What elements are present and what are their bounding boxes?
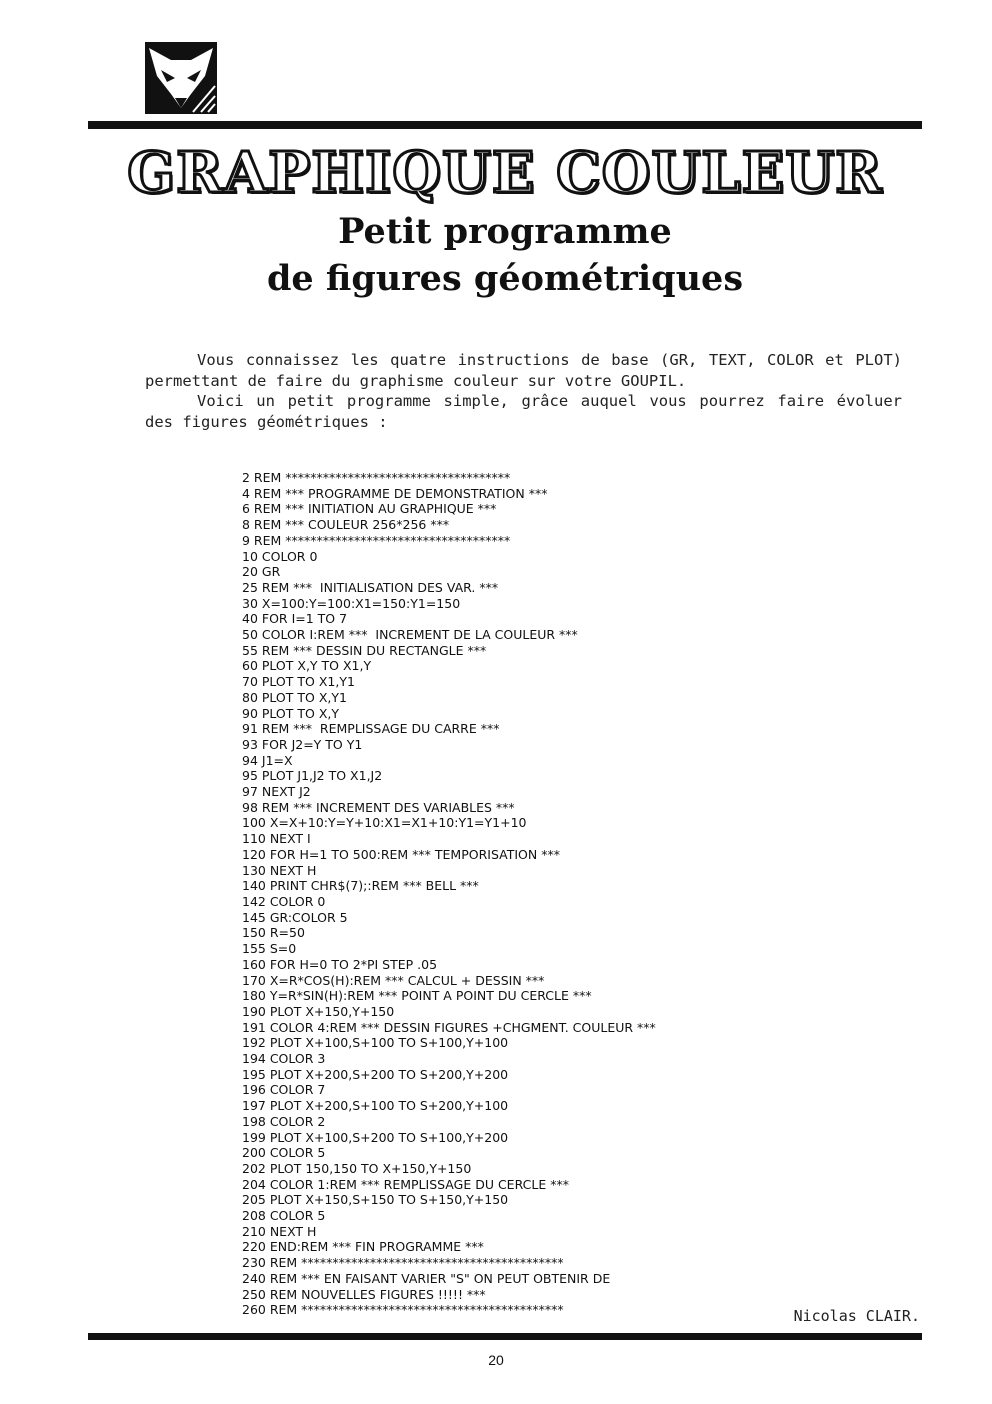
code-line: 190 PLOT X+150,Y+150 — [242, 1003, 395, 1019]
code-line: 170 X=R*COS(H):REM *** CALCUL + DESSIN *** — [242, 972, 545, 988]
code-line: 20 GR — [242, 564, 281, 580]
code-line: 155 S=0 — [242, 941, 297, 957]
code-line: 145 GR:COLOR 5 — [242, 909, 348, 925]
code-line: 97 NEXT J2 — [242, 784, 311, 800]
code-line: 55 REM *** DESSIN DU RECTANGLE *** — [242, 642, 487, 658]
code-line: 100 X=X+10:Y=Y+10:X1=X1+10:Y1=Y1+10 — [242, 815, 527, 831]
intro-paragraph-1: Vous connaissez les quatre instructions de base (GR, TEXT, COLOR et PLOT) permettant de faire du graphisme couleur sur votre GOUPIL. — [145, 351, 902, 390]
code-line: 2 REM ************************************ — [242, 470, 511, 485]
code-line: 220 END:REM *** FIN PROGRAMME *** — [242, 1239, 484, 1255]
code-line: 60 PLOT X,Y TO X1,Y — [242, 658, 372, 674]
code-line: 230 REM ****************************************** — [242, 1255, 564, 1271]
subtitle-line-2: de figures géométriques — [266, 258, 744, 299]
intro-text — [145, 350, 902, 432]
code-line: 93 FOR J2=Y TO Y1 — [242, 736, 363, 752]
code-line: 98 REM *** INCREMENT DES VARIABLES *** — [242, 799, 515, 815]
code-line: 8 REM *** COULEUR 256*256 *** — [242, 517, 450, 533]
code-line: 30 X=100:Y=100:X1=150:Y1=150 — [242, 595, 461, 611]
code-line: 240 REM *** EN FAISANT VARIER "S" ON PEUT OBTENIR DE — [242, 1270, 611, 1286]
code-line: 260 REM ****************************************** — [242, 1302, 564, 1318]
code-line: 250 REM NOUVELLES FIGURES !!!!! *** — [242, 1286, 486, 1302]
page-number: 20 — [488, 1352, 504, 1368]
code-line: 194 COLOR 3 — [242, 1051, 326, 1067]
code-line: 150 R=50 — [242, 925, 305, 941]
bottom-rule — [88, 1333, 922, 1340]
code-line: 91 REM *** REMPLISSAGE DU CARRE *** — [242, 721, 500, 737]
code-line: 80 PLOT TO X,Y1 — [242, 689, 347, 705]
article-title: GRAPHIQUE COULEUR — [127, 140, 883, 206]
code-line: 50 COLOR I:REM *** INCREMENT DE LA COULEUR *** — [242, 627, 578, 643]
subtitle-line-1: Petit programme — [338, 211, 672, 252]
code-line: 10 COLOR 0 — [242, 548, 318, 564]
code-line: 160 FOR H=0 TO 2*PI STEP .05 — [242, 956, 438, 972]
code-line: 199 PLOT X+100,S+200 TO S+100,Y+200 — [242, 1129, 509, 1145]
code-line: 200 COLOR 5 — [242, 1145, 326, 1161]
code-line: 4 REM *** PROGRAMME DE DEMONSTRATION *** — [242, 485, 548, 501]
code-line: 110 NEXT I — [242, 831, 311, 847]
code-line: 140 PRINT CHR$(7);:REM *** BELL *** — [242, 878, 479, 894]
fox-head-logo-icon — [145, 42, 217, 114]
code-line: 25 REM *** INITIALISATION DES VAR. *** — [242, 579, 499, 595]
top-rule — [88, 121, 922, 129]
code-line: 40 FOR I=1 TO 7 — [242, 611, 348, 627]
code-line: 205 PLOT X+150,S+150 TO S+150,Y+150 — [242, 1192, 509, 1208]
code-line: 120 FOR H=1 TO 500:REM *** TEMPORISATION *** — [242, 846, 560, 862]
article-subtitle — [88, 208, 922, 302]
intro-paragraph-2: Voici un petit programme simple, grâce auquel vous pourrez faire évoluer des figures géométriques : — [145, 392, 902, 431]
code-line: 202 PLOT 150,150 TO X+150,Y+150 — [242, 1160, 472, 1176]
code-line: 196 COLOR 7 — [242, 1082, 326, 1098]
code-line: 198 COLOR 2 — [242, 1113, 326, 1129]
code-line: 180 Y=R*SIN(H):REM *** POINT A POINT DU CERCLE *** — [242, 988, 592, 1004]
code-line: 192 PLOT X+100,S+100 TO S+100,Y+100 — [242, 1035, 509, 1051]
code-line: 70 PLOT TO X1,Y1 — [242, 674, 355, 690]
basic-program-listing — [242, 470, 802, 1318]
code-line: 191 COLOR 4:REM *** DESSIN FIGURES +CHGMENT. COULEUR *** — [242, 1019, 656, 1035]
code-line: 90 PLOT TO X,Y — [242, 705, 340, 721]
code-line: 142 COLOR 0 — [242, 893, 326, 909]
code-line: 130 NEXT H — [242, 862, 317, 878]
code-line: 94 J1=X — [242, 752, 293, 768]
code-line: 6 REM *** INITIATION AU GRAPHIQUE *** — [242, 501, 497, 517]
code-line: 197 PLOT X+200,S+100 TO S+200,Y+100 — [242, 1098, 509, 1114]
code-line: 204 COLOR 1:REM *** REMPLISSAGE DU CERCLE *** — [242, 1176, 569, 1192]
code-line: 210 NEXT H — [242, 1223, 317, 1239]
code-line: 208 COLOR 5 — [242, 1208, 326, 1224]
author-signature: Nicolas CLAIR. — [793, 1307, 920, 1325]
code-line: 195 PLOT X+200,S+200 TO S+200,Y+200 — [242, 1066, 509, 1082]
code-line: 95 PLOT J1,J2 TO X1,J2 — [242, 768, 383, 784]
code-line: 9 REM ************************************ — [242, 532, 511, 548]
